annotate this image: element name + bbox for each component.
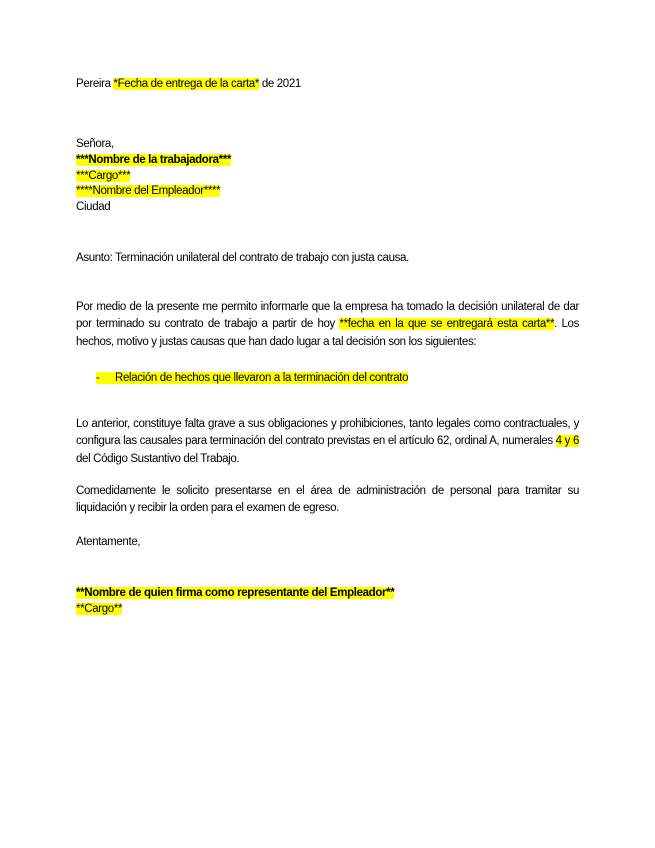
paragraph-intro xyxy=(76,299,579,351)
recipient-city: Ciudad xyxy=(76,201,111,213)
employer-name: ****Nombre del Empleador**** xyxy=(76,185,221,197)
paragraph-legal-text-1: Lo anterior, constituye falta grave a sus obligaciones y prohibiciones, tanto legales como contractuales, y configura las causales para terminación del contrato previstas en el artículo 62, ordinal A, numerales xyxy=(76,418,579,448)
facts-bullet xyxy=(96,370,408,386)
signatory-name-line xyxy=(76,585,394,601)
bullet-marker: - xyxy=(96,372,100,384)
facts-bullet-text: Relación de hechos que llevaron a la terminación del contrato xyxy=(115,372,409,384)
date-prefix: Pereira xyxy=(76,78,114,90)
closing: Atentamente, xyxy=(76,536,141,548)
numerals-highlight: 4 y 6 xyxy=(555,435,579,448)
date-line xyxy=(76,76,301,92)
recipient-name-line xyxy=(76,152,231,168)
facts-bullet-highlight xyxy=(96,372,408,384)
salutation: Señora, xyxy=(76,138,114,150)
employer-name-line xyxy=(76,183,220,199)
signatory-name: **Nombre de quien firma como representante del Empleador** xyxy=(76,587,395,599)
date-placeholder: *Fecha de entrega de la carta* xyxy=(113,78,259,90)
paragraph-legal-text-2: del Código Sustantivo del Trabajo. xyxy=(76,452,240,465)
paragraph-legal xyxy=(76,416,579,468)
signatory-cargo-line xyxy=(76,601,122,617)
paragraph-intro-text-1: Por medio de la presente me permito informarle que la empresa ha tomado la decisión unilateral de dar por terminado su contrato de trabajo a partir de hoy xyxy=(76,301,579,331)
recipient-cargo: ***Cargo*** xyxy=(76,170,131,182)
recipient-name: ***Nombre de la trabajadora*** xyxy=(76,154,232,166)
recipient-cargo-line xyxy=(76,168,130,184)
paragraph-request: Comedidamente le solicito presentarse en el área de administración de personal para tramitar su liquidación y recibir la orden para el examen de egreso. xyxy=(76,485,579,515)
delivery-date-placeholder: **fecha en la que se entregará esta carta** xyxy=(339,318,555,331)
paragraph-intro-text-2: . Los hechos, motivo y justas causas que han dado lugar a tal decisión son los siguientes: xyxy=(76,318,579,348)
subject-line: Asunto: Terminación unilateral del contrato de trabajo con justa causa. xyxy=(76,252,409,264)
date-suffix: de 2021 xyxy=(258,78,301,90)
signatory-cargo: **Cargo** xyxy=(76,603,123,615)
